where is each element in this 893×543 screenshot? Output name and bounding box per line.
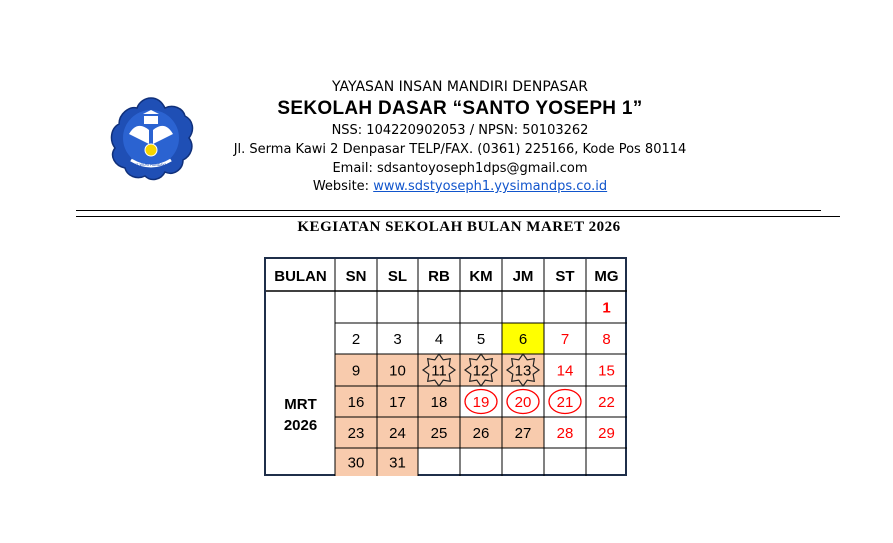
nss-npsn: NSS: 104220902053 / NPSN: 50103262: [331, 123, 589, 138]
day-number-6: 6: [518, 331, 528, 348]
day-number-8: 8: [602, 331, 611, 348]
day-number-21: 21: [556, 394, 574, 411]
header-rule-top: [76, 210, 821, 211]
header-day-mg: MG: [594, 268, 619, 285]
header-day-jm: JM: [512, 268, 534, 285]
day-number-1: 1: [602, 299, 611, 317]
day-number-23: 23: [347, 425, 365, 442]
day-number-19: 19: [472, 394, 490, 411]
school-name: SEKOLAH DASAR “SANTO YOSEPH 1”: [277, 98, 643, 119]
header-day-rb: RB: [428, 268, 450, 285]
school-website: [180, 179, 740, 194]
header-day-sn: SN: [345, 268, 367, 285]
day-number-26: 26: [472, 425, 490, 442]
day-number-9: 9: [351, 362, 361, 380]
logo-caption: TUT WURI HANDAYANI: [131, 163, 171, 167]
day-number-18: 18: [430, 394, 448, 411]
day-number-2: 2: [351, 331, 361, 348]
day-number-4: 4: [434, 331, 444, 348]
header-day-km: KM: [469, 268, 493, 285]
website-label: Website:: [312, 179, 374, 194]
day-number-7: 7: [560, 331, 570, 348]
day-number-28: 28: [556, 425, 574, 442]
header-day-st: ST: [555, 268, 575, 285]
day-number-20: 20: [514, 394, 532, 411]
day-number-10: 10: [389, 362, 406, 380]
header-month: BULAN: [274, 268, 327, 285]
day-number-24: 24: [389, 425, 406, 442]
day-number-3: 3: [393, 331, 402, 348]
day-number-17: 17: [389, 394, 406, 411]
school-address: Jl. Serma Kawi 2 Denpasar TELP/FAX. (0361) 225166, Kode Pos 80114: [233, 142, 687, 157]
day-number-5: 5: [476, 331, 486, 348]
website-link[interactable]: www.sdstyoseph1.yysimandps.co.id: [373, 179, 608, 194]
foundation-name: YAYASAN INSAN MANDIRI DENPASAR: [332, 79, 588, 95]
month-label-line2: 2026: [283, 417, 318, 434]
day-number-22: 22: [598, 394, 615, 411]
school-email: Email: sdsantoyoseph1dps@gmail.com: [332, 161, 588, 176]
document-title: KEGIATAN SEKOLAH BULAN MARET 2026: [297, 219, 621, 235]
day-number-25: 25: [430, 425, 448, 442]
day-number-15: 15: [598, 362, 615, 380]
day-number-27: 27: [514, 425, 532, 442]
calendar-grid: [266, 259, 629, 478]
header-rule-bottom: [76, 216, 840, 217]
day-number-30: 30: [347, 454, 365, 472]
day-number-16: 16: [347, 394, 365, 411]
day-number-12: 12: [472, 362, 490, 380]
header-day-sl: SL: [387, 268, 408, 285]
day-number-31: 31: [389, 454, 406, 472]
day-number-11: 11: [431, 362, 447, 380]
calendar-table: [264, 257, 627, 476]
day-number-13: 13: [514, 362, 532, 380]
day-number-29: 29: [598, 425, 615, 442]
month-label-line1: MRT: [284, 396, 317, 413]
day-number-14: 14: [556, 362, 574, 380]
